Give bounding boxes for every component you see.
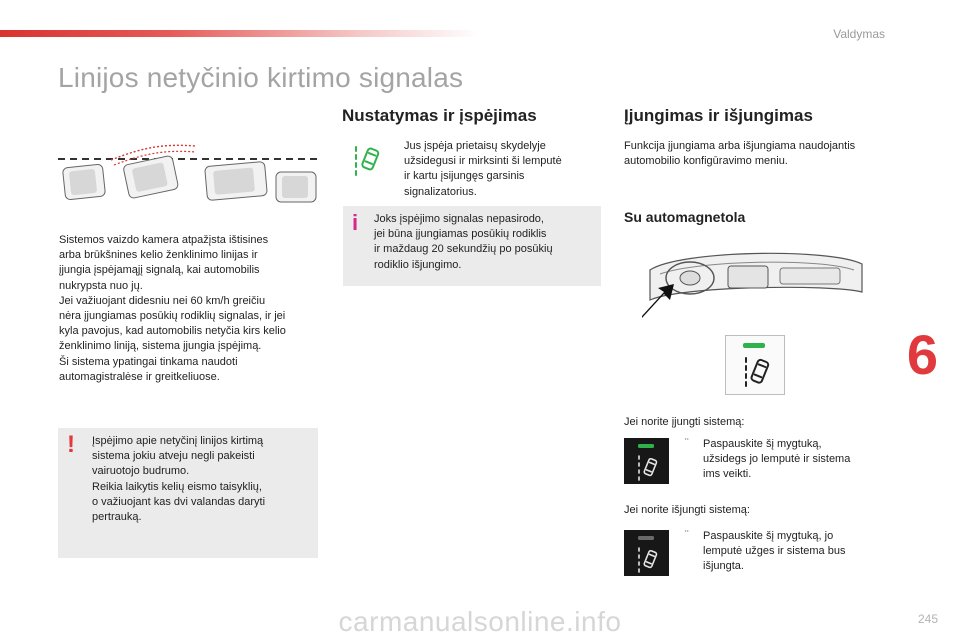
detection-heading: Nustatymas ir įspėjimas [342, 106, 537, 125]
lane-button-icon [624, 438, 669, 484]
lane-departure-illustration [56, 138, 320, 210]
car-1 [62, 164, 105, 200]
lane-button-icon [624, 530, 669, 576]
lane-departure-car-icon [352, 143, 380, 177]
page-number: 245 [917, 612, 938, 626]
car-4 [276, 172, 316, 202]
warning-exclamation-icon: ! [67, 431, 75, 458]
car-2 [123, 155, 179, 199]
watermark: carmanualsonline.info [338, 606, 622, 637]
info-icon: i [352, 210, 359, 235]
info-text: Joks įspėjimo signalas nepasirodo, jei būna įjungiamas posūkių rodiklis ir maždaug 20 sekundžių po posūkių rodiklio išjungimo. [374, 213, 553, 271]
car-3 [205, 161, 268, 200]
on-step-bullet: ¨ [685, 437, 689, 449]
off-label: Jei norite išjungti sistemą: [624, 504, 750, 516]
off-step-bullet: ¨ [685, 529, 689, 541]
off-button-icon [624, 530, 669, 576]
activation-intro: Funkcija įjungiama arba išjungiama naudojantis automobilio konfigūravimo meniu. [624, 140, 856, 168]
lane-button-large [725, 335, 785, 395]
chapter-number: 6 [906, 323, 938, 386]
header-accent-bar [0, 30, 480, 37]
radio-subheading: Su automagnetola [624, 209, 746, 225]
on-button-icon [624, 438, 669, 484]
dashboard-illustration [640, 240, 872, 322]
intro-text: Sistemos vaizdo kamera atpažįsta ištisines arba brūkšnines kelio ženklinimo linijas ir įjungia įspėjamąjį signalą, kai automobilis nukrypsta nuo jų. Jei važiuojant didesniu nei 60 km/h greičiu nėra įjungiamas posūkių rodiklių signalas, ir jei kyla pavojus, kad automobilis netyčia kirs kelio ženklinimo liniją, sistema įjungia įspėjimą. Ši sistema ypatingai tinkama naudoti automagistralėse ir greitkeliuose. [59, 234, 286, 383]
warning-text: Įspėjimo apie netyčinį linijos kirtimą sistema jokiu atveju negli pakeisti vairuotojo budrumo. Reikia laikytis kelių eismo taisyklių, o važiuojant kas dvi valandas daryti pertrauką. [92, 435, 266, 524]
on-step-text: Paspauskite šį mygtuką, užsidegs jo lemputė ir sistema ims veikti. [703, 438, 851, 481]
activation-heading: Įjungimas ir išjungimas [624, 106, 813, 125]
section-name: Valdymas [833, 27, 885, 41]
alert-text: Jus įspėja prietaisų skydelyje užsidegusi ir mirksinti ši lemputė ir kartu įsijungęs garsinis signalizatorius. [404, 140, 562, 198]
lane-button-icon [726, 336, 784, 394]
on-label: Jei norite įjungti sistemą: [624, 416, 745, 428]
page-title: Linijos netyčinio kirtimo signalas [58, 62, 464, 93]
off-step-text: Paspauskite šį mygtuką, jo lemputė užges ir sistema bus išjungta. [703, 530, 846, 573]
